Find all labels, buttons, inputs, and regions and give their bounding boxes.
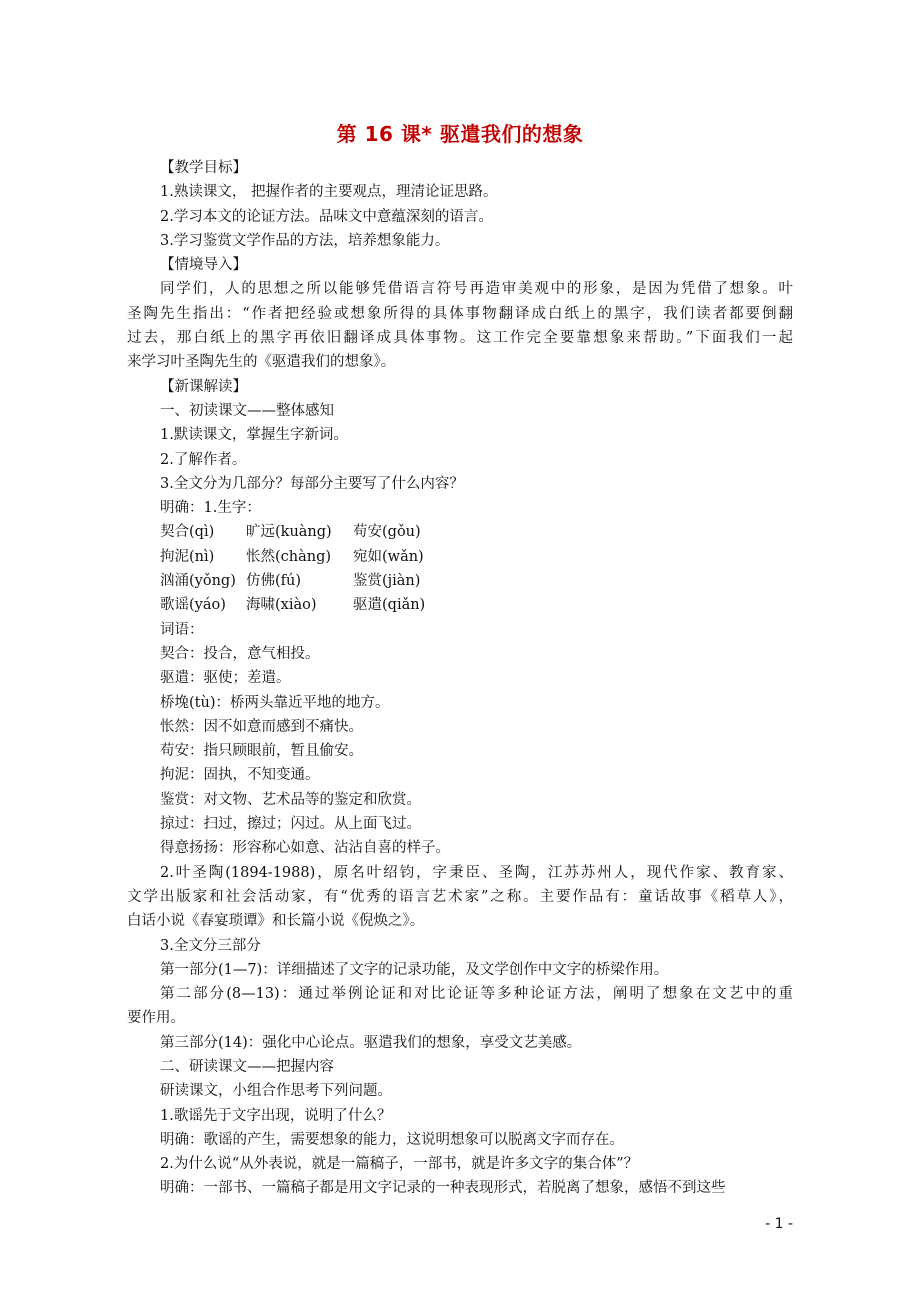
goal-item: 2.学习本文的论证方法。品味文中意蕴深刻的语言。 xyxy=(160,208,493,225)
page-number: - 1 - xyxy=(765,1216,793,1232)
question-item: 2.了解作者。 xyxy=(160,451,247,468)
document-body xyxy=(127,156,793,1201)
parts-title: 3.全文分三部分 xyxy=(160,937,261,954)
section-heading: 二、研读课文——把握内容 xyxy=(160,1058,334,1075)
answer-label: 明确：1.生字： xyxy=(160,500,261,517)
word-def: 契合：投合，意气相投。 xyxy=(160,645,320,662)
char-entry: 歌谣(yáo) xyxy=(160,597,226,614)
goal-item: 3.学习鉴赏文学作品的方法，培养想象能力。 xyxy=(160,232,450,249)
section-intro: 研读课文，小组合作思考下列问题。 xyxy=(160,1083,392,1100)
question-item: 1.默读课文，掌握生字新词。 xyxy=(160,427,348,444)
char-entry: 仿佛(fú) xyxy=(246,573,302,590)
section-header-goals: 【教学目标】 xyxy=(160,160,247,176)
author-line: 2.叶圣陶(1894-1988)，原名叶绍钧，字秉臣、圣陶，江苏苏州人，现代作家、教育家、 xyxy=(160,864,793,881)
char-entry: 苟安(gǒu) xyxy=(353,524,421,541)
section-header-intro: 【情境导入】 xyxy=(160,257,247,274)
intro-line: 同学们，人的思想之所以能够凭借语言符号再造审美观中的形象，是因为凭借了想象。叶 xyxy=(160,281,793,298)
words-label: 词语： xyxy=(160,621,204,638)
char-entry: 海啸(xiào) xyxy=(246,597,317,614)
part-item: 第二部分(8—13)：通过举例论证和对比论证等多种论证方法，阐明了想象在文艺中的重 xyxy=(160,986,793,1003)
word-def: 怅然：因不如意而感到不痛快。 xyxy=(160,718,363,735)
goal-item: 1.熟读课文， 把握作者的主要观点，理清论证思路。 xyxy=(160,184,498,201)
char-entry: 旷远(kuàng) xyxy=(246,524,332,541)
char-row xyxy=(127,520,793,544)
char-entry: 契合(qì) xyxy=(160,524,215,541)
char-row xyxy=(127,545,793,569)
word-def: 掠过：扫过，擦过；闪过。从上面飞过。 xyxy=(160,816,421,833)
part-item: 第一部分(1—7)：详细描述了文字的记录功能，及文学创作中文字的桥梁作用。 xyxy=(160,961,669,978)
word-def: 得意扬扬：形容称心如意、沾沾自喜的样子。 xyxy=(160,840,450,857)
char-entry: 宛如(wǎn) xyxy=(353,548,424,565)
char-row xyxy=(127,569,793,593)
char-row xyxy=(127,593,793,617)
question-item: 1.歌谣先于文字出现，说明了什么？ xyxy=(160,1107,392,1124)
part-item: 第三部分(14)：强化中心论点。驱遣我们的想象，享受文艺美感。 xyxy=(160,1034,582,1051)
answer-item: 明确：一部书、一篇稿子都是用文字记录的一种表现形式，若脱离了想象，感悟不到这些 xyxy=(160,1180,726,1197)
answer-item: 明确：歌谣的产生，需要想象的能力，这说明想象可以脱离文字而存在。 xyxy=(160,1131,624,1148)
char-entry: 怅然(chàng) xyxy=(246,548,332,565)
word-def: 驱遣：驱使；差遣。 xyxy=(160,670,291,687)
char-entry: 汹涌(yǒng) xyxy=(160,573,236,590)
question-item: 2.为什么说“从外表说，就是一篇稿子，一部书，就是许多文字的集合体”？ xyxy=(160,1156,639,1173)
word-def: 鉴赏：对文物、艺术品等的鉴定和欣赏。 xyxy=(160,791,421,808)
char-entry: 驱遣(qiǎn) xyxy=(353,597,426,614)
intro-line: 来学习叶圣陶先生的《驱遣我们的想象》。 xyxy=(127,354,396,371)
char-entry: 鉴赏(jiàn) xyxy=(353,573,421,590)
section-header-new: 【新课解读】 xyxy=(160,378,247,395)
intro-line: 圣陶先生指出：“作者把经验或想象所得的具体事物翻译成白纸上的黑字，我们读者都要倒翻 xyxy=(127,305,793,322)
char-entry: 拘泥(nì) xyxy=(160,548,215,565)
page-title: 第 16 课* 驱遣我们的想象 xyxy=(336,122,584,146)
word-def: 桥堍(tù)：桥两头靠近平地的地方。 xyxy=(160,694,390,711)
intro-line: 过去，那白纸上的黑字再依旧翻译成具体事物。这工作完全要靠想象来帮助。”下面我们一起 xyxy=(127,330,793,347)
word-def: 拘泥：固执，不知变通。 xyxy=(160,767,320,784)
author-line: 白话小说《春宴琐谭》和长篇小说《倪焕之》。 xyxy=(127,913,425,930)
part-item: 要作用。 xyxy=(127,1010,185,1027)
section-heading: 一、初读课文——整体感知 xyxy=(160,402,334,419)
question-item: 3.全文分为几部分？每部分主要写了什么内容？ xyxy=(160,475,464,492)
author-line: 文学出版家和社会活动家，有“优秀的语言艺术家”之称。主要作品有：童话故事《稻草人》， xyxy=(127,888,793,905)
word-def: 苟安：指只顾眼前，暂且偷安。 xyxy=(160,743,363,760)
